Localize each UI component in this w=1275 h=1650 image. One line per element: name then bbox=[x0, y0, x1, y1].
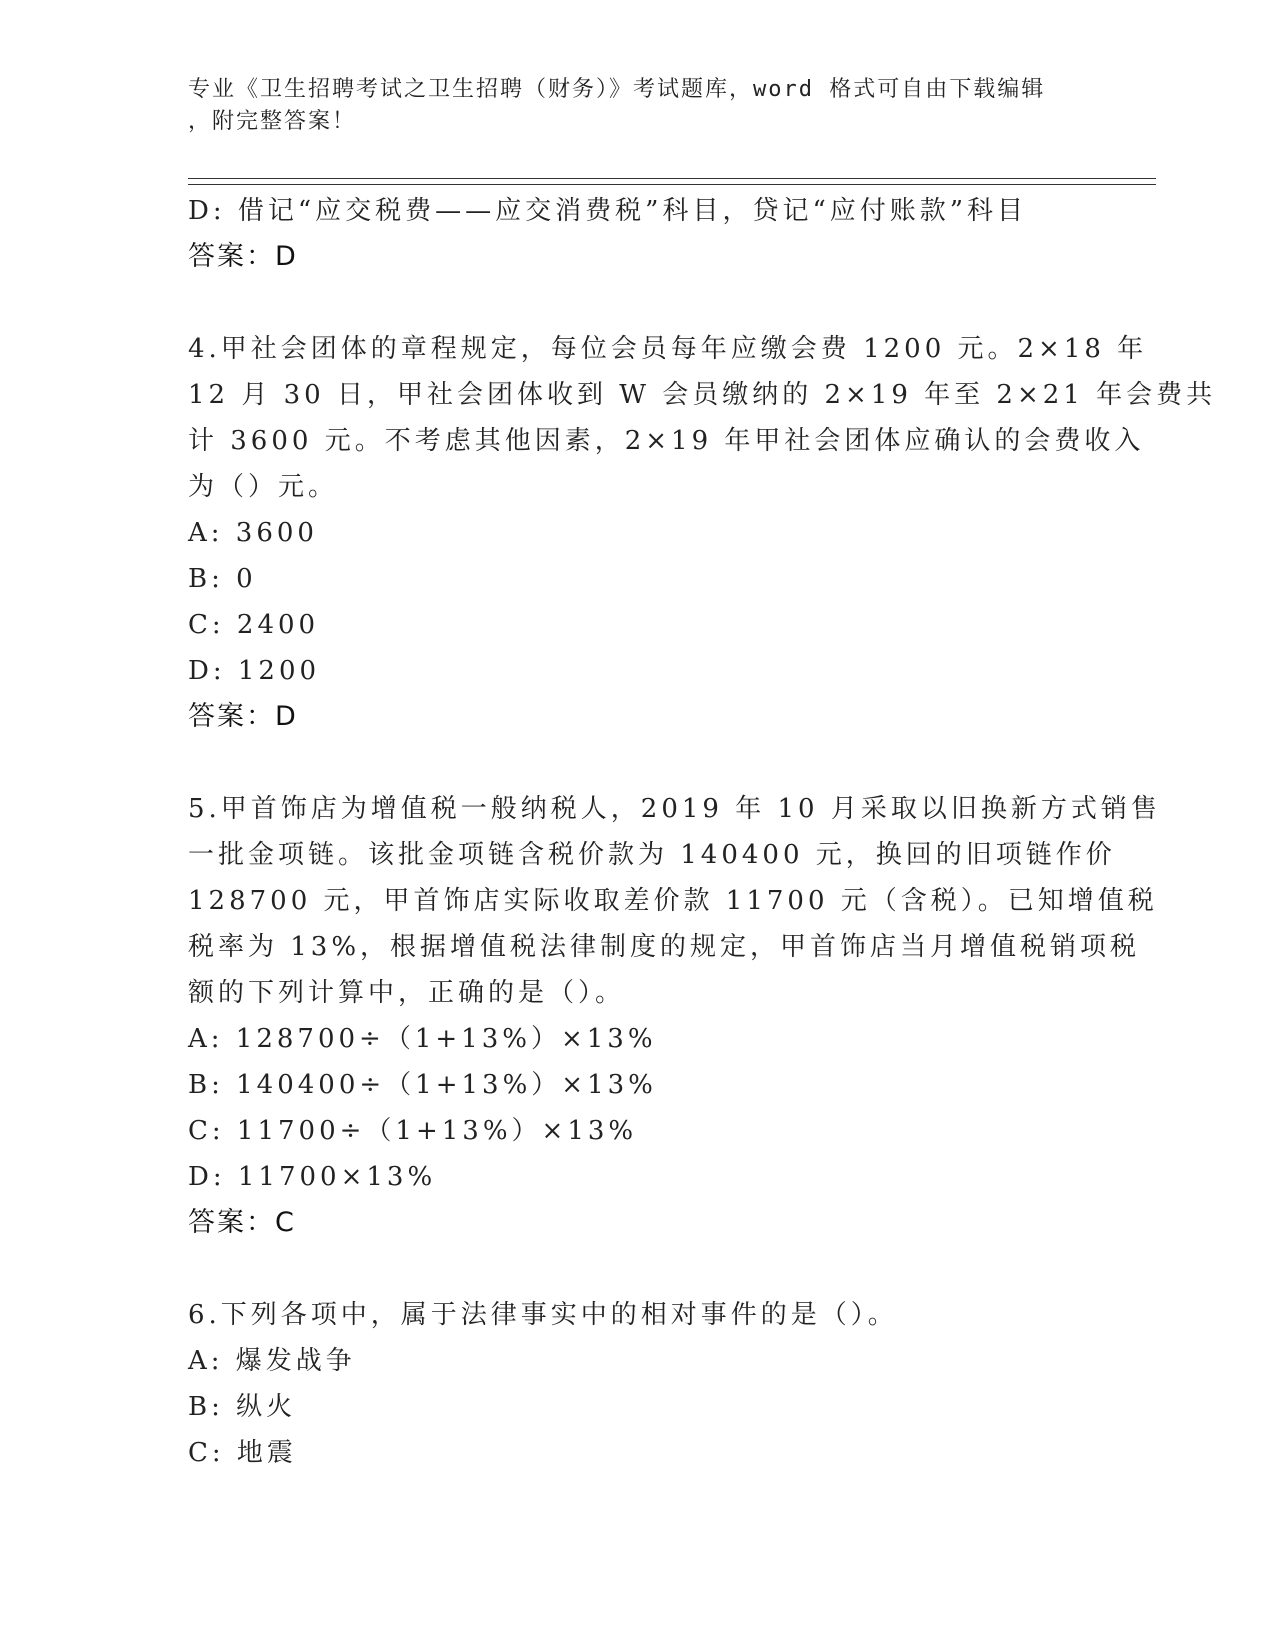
question-stem-line: 12 月 30 日，甲社会团体收到 W 会员缴纳的 2×19 年至 2×21 年会费共 bbox=[188, 380, 1217, 410]
answer: 答案：D bbox=[188, 701, 298, 732]
question-stem-line: 6.下列各项中，属于法律事实中的相对事件的是（）。 bbox=[188, 1300, 898, 1330]
answer: 答案：D bbox=[188, 241, 298, 272]
spacer bbox=[188, 740, 1108, 786]
option-a: A: 128700÷（1+13%）×13% bbox=[188, 1024, 657, 1054]
option-c: C: 地震 bbox=[188, 1438, 297, 1468]
question-stem-line: 4.甲社会团体的章程规定，每位会员每年应缴会费 1200 元。2×18 年 bbox=[188, 334, 1148, 364]
option-b: B: 0 bbox=[188, 564, 257, 594]
option-b: B: 纵火 bbox=[188, 1392, 297, 1422]
question-stem-line: 一批金项链。该批金项链含税价款为 140400 元，换回的旧项链作价 bbox=[188, 840, 1116, 870]
question-6 bbox=[188, 1292, 1108, 1476]
header-divider-bottom bbox=[188, 184, 1156, 185]
spacer bbox=[188, 280, 1108, 326]
question-stem-line: 为（）元。 bbox=[188, 472, 339, 502]
question-4 bbox=[188, 326, 1217, 740]
question-5 bbox=[188, 786, 1161, 1246]
document-body bbox=[188, 188, 1217, 1476]
spacer bbox=[188, 1246, 1108, 1292]
document-header bbox=[188, 74, 1088, 138]
question-stem-line: 128700 元，甲首饰店实际收取差价款 11700 元（含税）。已知增值税 bbox=[188, 886, 1158, 916]
answer: 答案：C bbox=[188, 1207, 296, 1238]
option-d: D: 借记“应交税费——应交消费税”科目，贷记“应付账款”科目 bbox=[188, 196, 1028, 226]
option-c: C: 2400 bbox=[188, 610, 320, 640]
question-stem-line: 计 3600 元。不考虑其他因素，2×19 年甲社会团体应确认的会费收入 bbox=[188, 426, 1145, 456]
option-b: B: 140400÷（1+13%）×13% bbox=[188, 1070, 657, 1100]
header-line-1: 专业《卫生招聘考试之卫生招聘（财务）》考试题库，word 格式可自由下载编辑 bbox=[188, 77, 1046, 102]
option-a: A: 爆发战争 bbox=[188, 1346, 356, 1376]
option-a: A: 3600 bbox=[188, 518, 318, 548]
question-stem-line: 5.甲首饰店为增值税一般纳税人，2019 年 10 月采取以旧换新方式销售 bbox=[188, 794, 1161, 824]
option-d: D: 11700×13% bbox=[188, 1162, 437, 1192]
header-divider-top bbox=[188, 178, 1156, 179]
question-stem-line: 额的下列计算中，正确的是（）。 bbox=[188, 978, 626, 1008]
question-stem-line: 税率为 13%，根据增值税法律制度的规定，甲首饰店当月增值税销项税 bbox=[188, 932, 1141, 962]
header-line-2: ，附完整答案！ bbox=[188, 109, 357, 134]
question-3-tail bbox=[188, 188, 1108, 280]
option-c: C: 11700÷（1+13%）×13% bbox=[188, 1116, 638, 1146]
option-d: D: 1200 bbox=[188, 656, 321, 686]
